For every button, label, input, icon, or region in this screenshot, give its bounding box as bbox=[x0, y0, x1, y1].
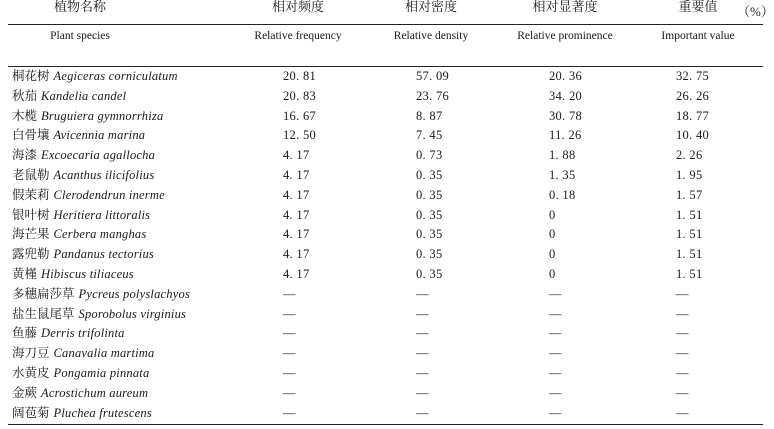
header-important-value bbox=[650, 0, 746, 43]
relative-frequency-cell: — bbox=[283, 385, 296, 400]
plant-species-cell bbox=[12, 208, 150, 223]
table-row bbox=[0, 126, 770, 146]
relative-density-cell: — bbox=[416, 326, 429, 341]
plant-name-zh: 金蕨 bbox=[12, 385, 38, 400]
important-value-cell: 1. 57 bbox=[676, 187, 703, 202]
relative-density-cell: 7. 45 bbox=[416, 128, 443, 143]
table-row bbox=[0, 324, 770, 344]
relative-frequency-cell: 4. 17 bbox=[283, 266, 310, 281]
table-row bbox=[0, 146, 770, 166]
important-value-cell: — bbox=[676, 286, 689, 301]
important-value-cell: — bbox=[676, 365, 689, 380]
relative-frequency-cell: 4. 17 bbox=[283, 148, 310, 163]
relative-frequency-cell: — bbox=[283, 405, 296, 420]
relative-prominence-cell: — bbox=[549, 326, 562, 341]
plant-species-cell bbox=[12, 109, 163, 124]
plant-name-scientific: Hibiscus tiliaceus bbox=[41, 266, 134, 281]
relative-density-cell: 0. 35 bbox=[416, 266, 443, 281]
plant-species-cell bbox=[12, 307, 186, 322]
relative-prominence-cell: 30. 78 bbox=[549, 108, 583, 123]
relative-frequency-cell: 4. 17 bbox=[283, 247, 310, 262]
plant-name-zh: 水黄皮 bbox=[12, 365, 50, 380]
plant-name-scientific: Derris trifolinta bbox=[41, 326, 125, 341]
plant-species-cell bbox=[12, 168, 154, 183]
relative-density-cell: — bbox=[416, 405, 429, 420]
table-body bbox=[0, 67, 770, 423]
plant-species-cell bbox=[12, 346, 155, 361]
plant-name-scientific: Pycreus polyslachyos bbox=[78, 286, 191, 301]
relative-density-cell: — bbox=[416, 385, 429, 400]
header-plant-species bbox=[10, 0, 150, 43]
relative-prominence-cell: — bbox=[549, 306, 562, 321]
plant-name-scientific: Avicennia marina bbox=[53, 128, 146, 143]
important-value-cell: 32. 75 bbox=[676, 69, 710, 83]
relative-prominence-cell: — bbox=[549, 346, 562, 361]
plant-species-cell bbox=[12, 69, 178, 84]
relative-density-cell: — bbox=[416, 286, 429, 301]
relative-prominence-cell: — bbox=[549, 365, 562, 380]
relative-density-cell: — bbox=[416, 365, 429, 380]
plant-species-cell bbox=[12, 366, 149, 381]
plant-name-zh: 桐花树 bbox=[12, 69, 50, 83]
relative-density-cell: 8. 87 bbox=[416, 108, 443, 123]
relative-frequency-cell: 4. 17 bbox=[283, 227, 310, 242]
plant-name-scientific: Aegiceras corniculatum bbox=[53, 69, 178, 83]
important-value-cell: 1. 51 bbox=[676, 207, 703, 222]
important-value-cell: 1. 95 bbox=[676, 167, 703, 182]
plant-name-zh: 银叶树 bbox=[12, 207, 50, 222]
relative-prominence-cell: 0. 18 bbox=[549, 187, 576, 202]
plant-name-scientific: Pandanus tectorius bbox=[53, 247, 154, 262]
relative-prominence-cell: 11. 26 bbox=[549, 128, 582, 143]
relative-frequency-cell: — bbox=[283, 326, 296, 341]
table-row bbox=[0, 67, 770, 87]
plant-name-scientific: Cerbera manghas bbox=[53, 227, 147, 242]
table-row bbox=[0, 344, 770, 364]
relative-prominence-cell: 0 bbox=[549, 227, 556, 242]
plant-species-cell bbox=[12, 148, 155, 163]
important-value-cell: 10. 40 bbox=[676, 128, 710, 143]
important-value-cell: 26. 26 bbox=[676, 88, 710, 103]
plant-species-cell bbox=[12, 267, 134, 282]
relative-frequency-cell: — bbox=[283, 306, 296, 321]
relative-density-cell: 0. 35 bbox=[416, 207, 443, 222]
plant-name-zh: 海刀豆 bbox=[12, 346, 50, 361]
header-zh: 相对频度 bbox=[271, 0, 324, 14]
relative-prominence-cell: 1. 35 bbox=[549, 167, 576, 182]
plant-name-scientific: Heritiera littoralis bbox=[53, 207, 151, 222]
important-value-cell: — bbox=[676, 405, 689, 420]
important-value-cell: 2. 26 bbox=[676, 148, 703, 163]
relative-frequency-cell: 4. 17 bbox=[283, 207, 310, 222]
relative-density-cell: 0. 35 bbox=[416, 247, 443, 262]
header-en: Relative density bbox=[393, 30, 469, 42]
plant-name-zh: 露兜勒 bbox=[12, 247, 50, 262]
plant-name-scientific: Pluchea frutescens bbox=[53, 405, 152, 420]
relative-frequency-cell: 16. 67 bbox=[283, 108, 317, 123]
header-en: Relative frequency bbox=[254, 30, 342, 42]
plant-species-cell bbox=[12, 287, 190, 302]
relative-frequency-cell: 4. 17 bbox=[283, 167, 310, 182]
table-row bbox=[0, 225, 770, 245]
plant-species-cell bbox=[12, 128, 145, 143]
relative-prominence-cell: — bbox=[549, 286, 562, 301]
relative-prominence-cell: — bbox=[549, 385, 562, 400]
plant-name-scientific: Excoecaria agallocha bbox=[41, 148, 156, 163]
header-en: Important value bbox=[661, 30, 735, 42]
important-value-cell: 1. 51 bbox=[676, 266, 703, 281]
relative-prominence-cell: 0 bbox=[549, 266, 556, 281]
plant-name-zh: 海芒果 bbox=[12, 227, 50, 242]
plant-name-zh: 秋茄 bbox=[12, 88, 38, 103]
important-value-cell: 1. 51 bbox=[676, 247, 703, 262]
relative-density-cell: 23. 76 bbox=[416, 88, 450, 103]
important-value-cell: 18. 77 bbox=[676, 108, 710, 123]
table-row bbox=[0, 87, 770, 107]
relative-frequency-cell: 20. 83 bbox=[283, 88, 317, 103]
plant-species-cell bbox=[12, 188, 165, 203]
header-relative-prominence bbox=[507, 0, 623, 43]
relative-prominence-cell: 0 bbox=[549, 247, 556, 262]
plant-name-scientific: Pongamia pinnata bbox=[53, 365, 150, 380]
plant-name-zh: 假茉莉 bbox=[12, 187, 50, 202]
table-row bbox=[0, 285, 770, 305]
table-row bbox=[0, 107, 770, 127]
header-zh: 相对显著度 bbox=[532, 0, 598, 14]
header-relative-frequency bbox=[243, 0, 353, 43]
relative-prominence-cell: — bbox=[549, 405, 562, 420]
table-row bbox=[0, 305, 770, 325]
relative-frequency-cell: — bbox=[283, 346, 296, 361]
plant-name-zh: 黄槿 bbox=[12, 266, 38, 281]
plant-name-zh: 阔苞菊 bbox=[12, 405, 50, 420]
relative-frequency-cell: 12. 50 bbox=[283, 128, 317, 143]
table-row bbox=[0, 404, 770, 424]
important-value-cell: — bbox=[676, 306, 689, 321]
relative-frequency-cell: 20. 81 bbox=[283, 69, 317, 83]
plant-name-zh: 白骨壤 bbox=[12, 128, 50, 143]
plant-species-cell bbox=[12, 326, 125, 341]
plant-name-scientific: Bruguiera gymnorrhiza bbox=[41, 108, 164, 123]
important-value-cell: 1. 51 bbox=[676, 227, 703, 242]
plant-species-cell bbox=[12, 89, 126, 104]
header-zh: 植物名称 bbox=[53, 0, 106, 14]
relative-frequency-cell: 4. 17 bbox=[283, 187, 310, 202]
plant-name-zh: 海漆 bbox=[12, 148, 38, 163]
table-row bbox=[0, 166, 770, 186]
important-value-cell: — bbox=[676, 346, 689, 361]
plant-name-zh: 老鼠勒 bbox=[12, 167, 50, 182]
plant-species-cell bbox=[12, 247, 154, 262]
relative-prominence-cell: 34. 20 bbox=[549, 88, 583, 103]
relative-prominence-cell: 1. 88 bbox=[549, 148, 576, 163]
plant-species-cell bbox=[12, 406, 152, 421]
header-zh: 相对密度 bbox=[404, 0, 457, 14]
relative-prominence-cell: 20. 36 bbox=[549, 69, 583, 83]
relative-density-cell: — bbox=[416, 346, 429, 361]
table-row bbox=[0, 384, 770, 404]
plant-name-zh: 多穗扁莎草 bbox=[12, 286, 75, 301]
relative-density-cell: 0. 73 bbox=[416, 148, 443, 163]
relative-frequency-cell: — bbox=[283, 365, 296, 380]
plant-name-scientific: Sporobolus virginius bbox=[78, 306, 187, 321]
unit-label: （%） bbox=[737, 4, 774, 19]
important-value-cell: — bbox=[676, 326, 689, 341]
table-row bbox=[0, 206, 770, 226]
plant-name-scientific: Canavalia martima bbox=[53, 346, 155, 361]
header-zh: 重要值 bbox=[678, 0, 718, 14]
relative-density-cell: 0. 35 bbox=[416, 187, 443, 202]
plant-name-zh: 盐生鼠尾草 bbox=[12, 306, 75, 321]
plant-name-scientific: Acanthus ilicifolius bbox=[53, 167, 155, 182]
plant-name-scientific: Acrostichum aureum bbox=[41, 385, 149, 400]
header-en: Plant species bbox=[50, 30, 110, 42]
plant-name-scientific: Clerodendrun inerme bbox=[53, 187, 165, 202]
table-row bbox=[0, 186, 770, 206]
header-relative-density bbox=[383, 0, 479, 43]
relative-density-cell: 0. 35 bbox=[416, 227, 443, 242]
plant-species-cell bbox=[12, 227, 146, 242]
plant-name-scientific: Kandelia candel bbox=[41, 88, 127, 103]
table-row bbox=[0, 364, 770, 384]
header-en: Relative prominence bbox=[517, 30, 613, 42]
plant-species-cell bbox=[12, 386, 148, 401]
plant-name-zh: 鱼藤 bbox=[12, 326, 38, 341]
relative-density-cell: — bbox=[416, 306, 429, 321]
table-row bbox=[0, 265, 770, 285]
relative-frequency-cell: — bbox=[283, 286, 296, 301]
relative-density-cell: 0. 35 bbox=[416, 167, 443, 182]
table-bottom-rule bbox=[8, 424, 763, 425]
important-value-cell: — bbox=[676, 385, 689, 400]
plant-name-zh: 木榄 bbox=[12, 108, 38, 123]
table-row bbox=[0, 245, 770, 265]
relative-prominence-cell: 0 bbox=[549, 207, 556, 222]
relative-density-cell: 57. 09 bbox=[416, 69, 450, 83]
